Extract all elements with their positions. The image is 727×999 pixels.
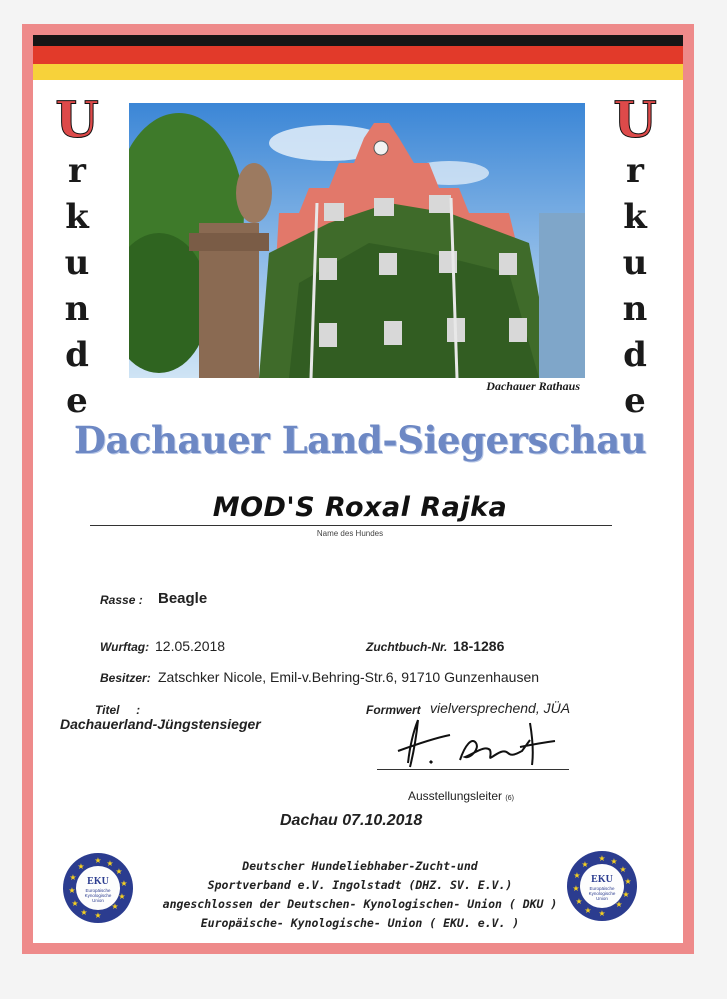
association-text: [160, 857, 560, 933]
svg-text:★: ★: [573, 871, 581, 880]
svg-text:★: ★: [598, 909, 606, 918]
svg-text:★: ★: [115, 867, 123, 876]
owner-label: Besitzer:: [100, 671, 151, 685]
emblem-abbr: EKU: [591, 874, 613, 885]
vertical-letter: k: [65, 197, 89, 237]
svg-text:★: ★: [598, 854, 606, 863]
vertical-letter: d: [65, 335, 89, 375]
vertical-letter: d: [623, 335, 647, 375]
svg-text:★: ★: [575, 897, 583, 906]
rating-label: Formwert: [366, 703, 421, 717]
svg-text:★: ★: [624, 877, 632, 886]
signature-note: (6): [505, 795, 514, 802]
signature-label: [408, 789, 514, 803]
title-value: Dachauerland-Jüngstensieger: [60, 716, 261, 732]
svg-text:★: ★: [111, 902, 119, 911]
svg-text:★: ★: [581, 860, 589, 869]
breed-label: Rasse :: [100, 593, 143, 607]
flag-red-stripe: [33, 46, 683, 64]
dog-name: MOD'S Roxal Rajka: [212, 492, 508, 523]
german-flag-stripes: [33, 35, 683, 80]
svg-text:★: ★: [120, 879, 128, 888]
litter-date-label: Wurftag:: [100, 640, 150, 654]
rating-value: vielversprechend, JÜA: [430, 700, 571, 716]
town-hall-photo: [129, 103, 585, 378]
vertical-letter: e: [66, 381, 88, 421]
svg-text:★: ★: [106, 859, 114, 868]
svg-text:★: ★: [118, 892, 126, 901]
association-line: angeschlossen der Deutschen- Kynologischen- Union ( DKU ): [162, 897, 558, 911]
eku-emblem-left: [62, 852, 134, 924]
emblem-text: Union: [596, 896, 608, 901]
emblem-abbr: EKU: [87, 876, 109, 887]
signature-role: Ausstellungsleiter: [408, 789, 503, 803]
svg-text:★: ★: [619, 865, 627, 874]
svg-text:★: ★: [68, 886, 76, 895]
svg-text:★: ★: [94, 911, 102, 920]
vertical-word-left: [42, 92, 112, 424]
vertical-letter: r: [68, 151, 86, 191]
dog-name-label: Name des Hundes: [316, 529, 384, 538]
vertical-letter: u: [622, 243, 648, 283]
title-label: Titel :: [95, 703, 141, 717]
svg-text:★: ★: [71, 899, 79, 908]
svg-text:★: ★: [622, 890, 630, 899]
vertical-letter: e: [624, 381, 646, 421]
association-line: Deutscher Hundeliebhaber-Zucht-und: [242, 859, 478, 873]
event-title: Dachauer Land-Siegerschau: [73, 418, 647, 462]
svg-text:★: ★: [80, 908, 88, 917]
emblem-text: Kynologische: [588, 891, 616, 896]
association-line: Sportverband e.V. Ingolstadt (DHZ. SV. E.V.): [207, 878, 513, 892]
vertical-initial: U: [55, 90, 99, 149]
association-line: Europäische- Kynologische- Union ( EKU. e.V. ): [200, 916, 520, 930]
vertical-letter: n: [622, 289, 648, 329]
svg-text:★: ★: [572, 884, 580, 893]
signature-icon: [380, 715, 570, 775]
breed-value: Beagle: [158, 590, 208, 607]
vertical-word-right: [600, 92, 670, 424]
svg-text:★: ★: [615, 900, 623, 909]
vertical-letter: n: [64, 289, 90, 329]
owner-value: Zatschker Nicole, Emil-v.Behring-Str.6, 91710 Gunzenhausen: [158, 669, 540, 685]
signature-line: [377, 769, 569, 770]
studbook-label: Zuchtbuch-Nr.: [366, 640, 448, 654]
photo-caption: Dachauer Rathaus: [486, 379, 580, 393]
emblem-text: Europäische: [589, 886, 615, 891]
place-and-date: Dachau 07.10.2018: [280, 812, 423, 829]
vertical-letter: k: [623, 197, 647, 237]
eku-emblem-right: [566, 850, 638, 922]
svg-text:★: ★: [77, 862, 85, 871]
vertical-letter: u: [64, 243, 90, 283]
litter-date-value: 12.05.2018: [155, 638, 226, 654]
svg-text:★: ★: [69, 873, 77, 882]
emblem-text: Union: [92, 898, 104, 903]
svg-text:★: ★: [94, 856, 102, 865]
name-underline: [90, 525, 612, 526]
svg-text:★: ★: [610, 857, 618, 866]
emblem-text: Europäische: [85, 888, 111, 893]
vertical-letter: r: [626, 151, 644, 191]
emblem-text: Kynologische: [84, 893, 112, 898]
svg-text:★: ★: [584, 906, 592, 915]
vertical-initial: U: [613, 90, 657, 149]
studbook-value: 18-1286: [453, 638, 505, 654]
flag-black-stripe: [33, 35, 683, 46]
flag-gold-stripe: [33, 64, 683, 80]
